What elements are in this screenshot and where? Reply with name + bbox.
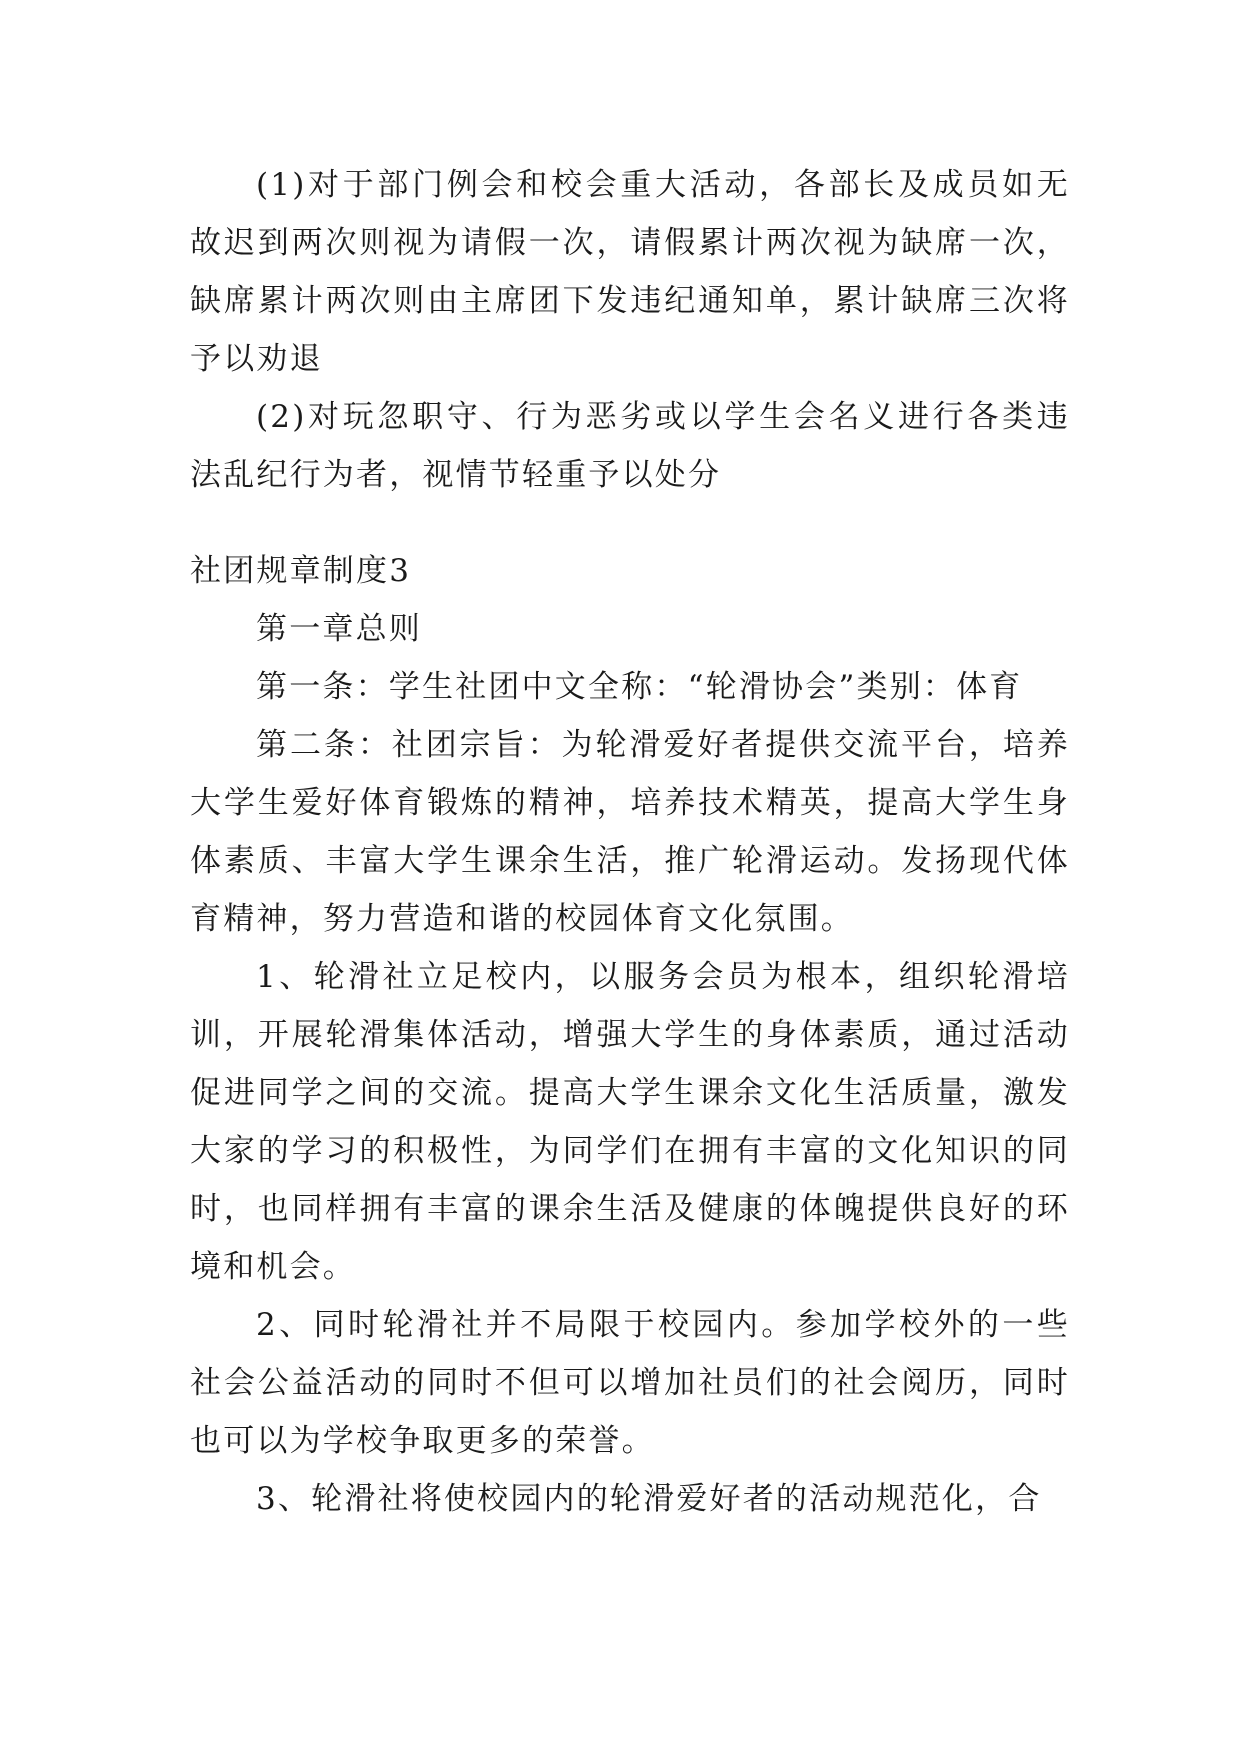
chapter-heading: 第一章总则 [256,611,422,647]
article-2: 第二条：社团宗旨：为轮滑爱好者提供交流平台，培养大学生爱好体育锻炼的精神，培养技术精英，提高大学生身体素质、丰富大学生课余生活，推广轮滑运动。发扬现代体育精神，努力营造和谐的校园体育文化氛围。 [190,727,1070,937]
item-3: 3、轮滑社将使校园内的轮滑爱好者的活动规范化，合 [256,1481,1042,1517]
item-2: 2、同时轮滑社并不局限于校园内。参加学校外的一些社会公益活动的同时不但可以增加社员们的社会阅历，同时也可以为学校争取更多的荣誉。 [190,1307,1070,1459]
section-title: 社团规章制度3 [190,553,412,589]
paragraph-rule-1: (1)对于部门例会和校会重大活动，各部长及成员如无故迟到两次则视为请假一次，请假累计两次视为缺席一次，缺席累计两次则由主席团下发违纪通知单，累计缺席三次将予以劝退 [190,167,1070,377]
document-body [190,156,1070,1528]
item-1: 1、轮滑社立足校内，以服务会员为根本，组织轮滑培训，开展轮滑集体活动，增强大学生的身体素质，通过活动促进同学之间的交流。提高大学生课余文化生活质量，激发大家的学习的积极性，为同学们在拥有丰富的文化知识的同时，也同样拥有丰富的课余生活及健康的体魄提供良好的环境和机会。 [190,959,1070,1285]
paragraph-rule-2: (2)对玩忽职守、行为恶劣或以学生会名义进行各类违法乱纪行为者，视情节轻重予以处分 [190,399,1070,493]
article-1: 第一条：学生社团中文全称：“轮滑协会”类别：体育 [256,669,1023,705]
